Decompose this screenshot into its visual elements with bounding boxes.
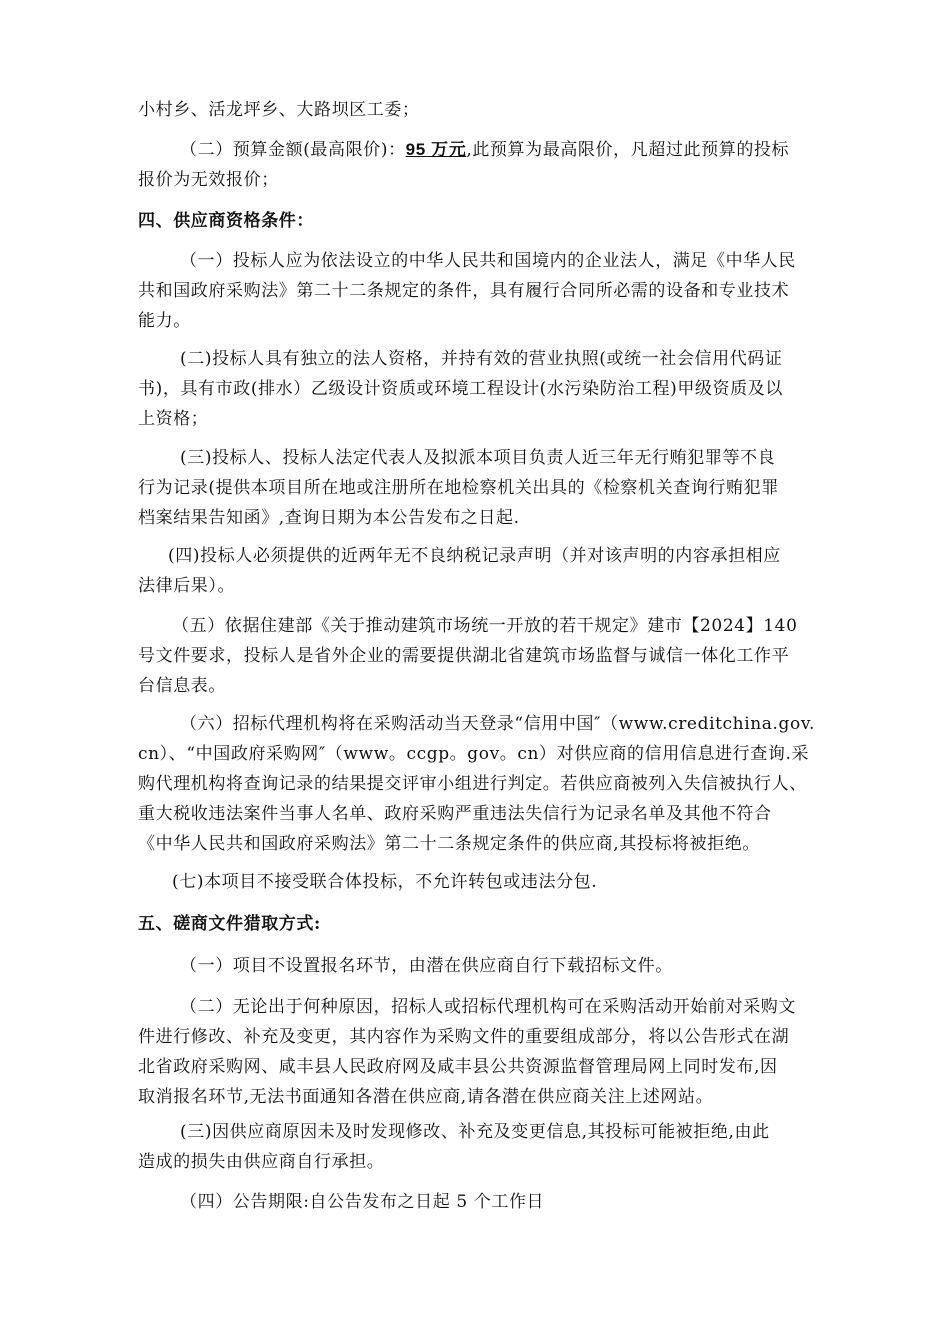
text-line: (二)投标人具有独立的法人资格，并持有效的营业执照(或统一社会信用代码证 xyxy=(180,349,783,369)
text-line: （一）投标人应为依法设立的中华人民共和国境内的企业法人，满足《中华人民 xyxy=(180,251,796,271)
text-line: 件进行修改、补充及变更，其内容作为采购文件的重要组成部分，将以公告形式在湖 xyxy=(138,1027,790,1047)
text-line: 行为记录(提供本项目所在地或注册所在地检察机关出具的《检察机关查询行贿犯罪 xyxy=(138,478,779,498)
paragraph-qualification-3 xyxy=(138,443,848,533)
heading-text: 五、磋商文件猎取方式: xyxy=(138,914,321,934)
text-line: 北省政府采购网、咸丰县人民政府网及咸丰县公共资源监督管理局网上同时发布,因 xyxy=(138,1057,778,1077)
budget-note: ,此预算为最高限价，凡超过此预算的投标 xyxy=(466,140,790,160)
paragraph-qualification-1 xyxy=(138,246,848,336)
text-line xyxy=(138,135,848,165)
text-line: 档案结果告知函》,查询日期为本公告发布之日起. xyxy=(138,508,520,528)
paragraph-acquisition-4 xyxy=(138,1187,848,1217)
paragraph-budget xyxy=(138,135,848,195)
text-line: （一）项目不设置报名环节，由潜在供应商自行下载招标文件。 xyxy=(180,956,673,976)
paragraph-region-list xyxy=(138,95,848,125)
text-line: 购代理机构将查询记录的结果提交评审小组进行判定。若供应商被列入失信被执行人、 xyxy=(138,774,807,794)
text-line: 书)，具有市政(排水）乙级设计资质或环境工程设计(水污染防治工程)甲级资质及以 xyxy=(138,379,783,399)
paragraph-qualification-2 xyxy=(138,344,848,434)
text-line: 台信息表。 xyxy=(138,676,226,696)
text-line: (七)本项目不接受联合体投标，不允许转包或违法分包. xyxy=(172,872,598,892)
text-line: (三)因供应商原因未及时发现修改、补充及变更信息,其投标可能被拒绝,由此 xyxy=(180,1122,770,1142)
text-line: 造成的损失由供应商自行承担。 xyxy=(138,1152,385,1172)
text-line: 《中华人民共和国政府采购法》第二十二条规定条件的供应商,其投标将被拒绝。 xyxy=(138,834,761,854)
paragraph-qualification-5 xyxy=(138,611,848,701)
text-line: 报价为无效报价； xyxy=(138,170,279,190)
paragraph-qualification-4 xyxy=(138,541,848,601)
text-line: （五）依据住建部《关于推动建筑市场统一开放的若干规定》建市【2024】140 xyxy=(172,616,798,636)
text-line: 号文件要求，投标人是省外企业的需要提供湖北省建筑市场监督与诚信一体化工作平 xyxy=(138,646,790,666)
text-line: （二）无论出于何种原因，招标人或招标代理机构可在采购活动开始前对采购文 xyxy=(180,997,796,1017)
text-line: 法律后果）。 xyxy=(138,576,236,596)
budget-label: （二）预算金额(最高限价)： xyxy=(180,140,406,160)
section-heading-supplier-qualifications xyxy=(138,206,848,236)
text-line: (四)投标人必须提供的近两年无不良纳税记录声明（并对该声明的内容承担相应 xyxy=(168,546,781,566)
heading-text: 四、供应商资格条件： xyxy=(138,211,314,231)
paragraph-acquisition-1 xyxy=(138,951,848,981)
section-heading-document-acquisition xyxy=(138,909,848,939)
text-line: (三)投标人、投标人法定代表人及拟派本项目负责人近三年无行贿犯罪等不良 xyxy=(180,448,776,468)
paragraph-qualification-6 xyxy=(138,709,848,859)
text-line: 上资格； xyxy=(138,409,209,429)
text-line: 共和国政府采购法》第二十二条规定的条件，具有履行合同所必需的设备和专业技术 xyxy=(138,281,790,301)
paragraph-qualification-7 xyxy=(138,867,848,897)
paragraph-acquisition-2 xyxy=(138,992,848,1112)
text-line: cn）、“中国政府采购网″（www。ccgp。gov。cn）对供应商的信用信息进行查询.采 xyxy=(138,744,810,764)
budget-amount: 95 万元 xyxy=(405,140,467,159)
text-line: 取消报名环节,无法书面通知各潜在供应商,请各潜在供应商关注上述网站。 xyxy=(138,1087,714,1107)
text-line: （六）招标代理机构将在采购活动当天登录“信用中国″（www.creditchina.gov. xyxy=(180,714,816,734)
text-line: （四）公告期限:自公告发布之日起 5 个工作日 xyxy=(180,1192,545,1212)
text-line: 小村乡、活龙坪乡、大路坝区工委； xyxy=(138,100,420,120)
text-line: 重大税收违法案件当事人名单、政府采购严重违法失信行为记录名单及其他不符合 xyxy=(138,804,772,824)
text-line: 能力。 xyxy=(138,311,191,331)
paragraph-acquisition-3 xyxy=(138,1117,848,1177)
